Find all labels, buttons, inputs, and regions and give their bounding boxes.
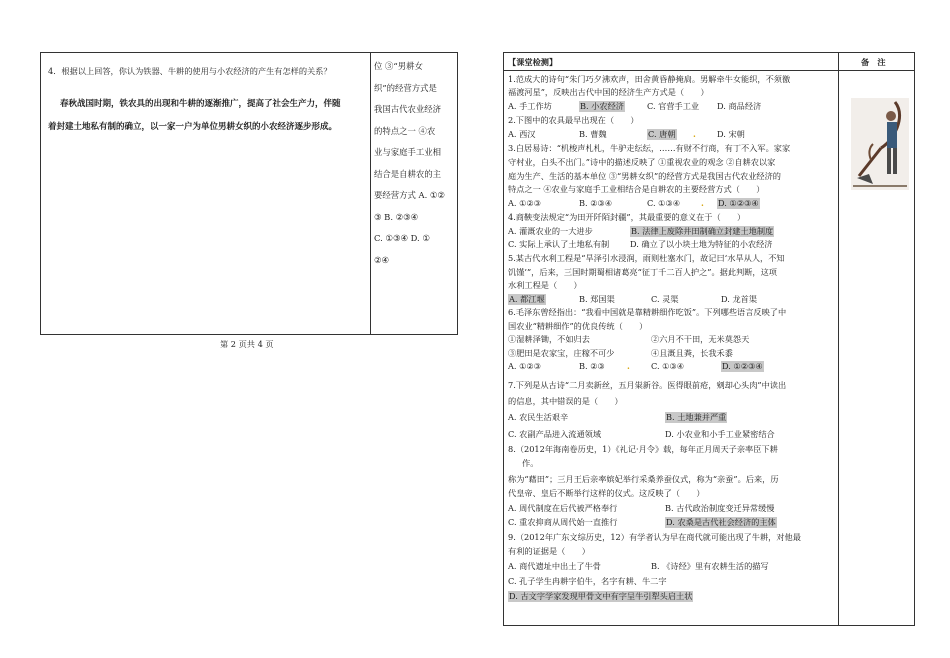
option-highlighted: D. ①②③④ (718, 198, 759, 208)
option: C. 孔子学生冉耕字伯牛，名字有耕、牛二字 (508, 576, 667, 586)
option: ①湿耕泽锄，不如归去 (508, 334, 590, 344)
answer-line-1: 春秋战国时期，铁农具的出现和牛耕的逐渐推广，提高了社会生产力，伴随 (60, 99, 341, 109)
text-line: 5.某古代水利工程是“旱泽引水浸润，雨则杜塞水门，故记曰‘水旱从人，不知 (508, 253, 785, 263)
option: B. 曹魏 (579, 129, 607, 139)
text-line: 8.（2012年海南卷历史，1）《礼记·月令》载，每年正月周天子亲率臣下耕 (508, 444, 778, 454)
option: A. 西汉 (508, 129, 536, 139)
option: B. 《诗经》里有农耕生活的描写 (651, 561, 769, 571)
question-4: 4．根据以上回答，你认为铁器、牛耕的使用与小农经济的产生有怎样的关系？ (48, 66, 332, 76)
left-column-divider (370, 52, 371, 335)
side-line: ③ B. ②③④ (374, 211, 419, 222)
option: D. 确立了以小块土地为特征的小农经济 (630, 239, 773, 249)
text-line: 1.范成大的诗句“朱门巧夕沸欢声，田舍黄昏静掩扃。男解牵牛女能织，不须徼 (508, 74, 791, 84)
text-line: 庭为生产、生活的基本单位 ③“男耕女织”的经营方式是我国古代农业经济的 (508, 171, 781, 181)
side-line: 织”的经营方式是 (374, 82, 437, 93)
option-highlighted: B. 法律上废除井田制确立封建土地制度 (631, 226, 774, 236)
option: D. 宋朝 (717, 129, 745, 139)
section-title: 【课堂检测】 (508, 57, 558, 67)
text-line: 2.下图中的农具最早出现在（ ） (508, 115, 639, 125)
plow-tool-image (851, 98, 909, 190)
option-highlighted: A. 都江堰 (509, 294, 545, 304)
option: C. ①③④ (651, 361, 685, 371)
header-underline (503, 70, 915, 71)
text-line: 水利工程是（ ） (508, 280, 582, 290)
option: A. 手工作坊 (508, 101, 552, 111)
side-line: 要经营方式 A. ①② (374, 190, 445, 200)
option: A. 周代制度在后代被严格奉行 (508, 503, 618, 513)
option: C. 官营手工业 (647, 101, 700, 111)
marker-dot: . (693, 129, 696, 139)
option: D. 商品经济 (717, 101, 762, 111)
side-line: 结合是自耕农的主 (374, 168, 441, 179)
text-line: 代皇帝、皇后不断举行这样的仪式。这反映了（ ） (508, 488, 705, 498)
option: C. 重农抑商从周代始一直推行 (508, 517, 618, 527)
option: B. ②③④ (579, 198, 613, 208)
text-line: 守村业，白头不出门。”诗中的描述反映了 ①重视农业的观念 ②自耕农以家 (508, 157, 776, 167)
side-line: C. ①③④ D. ① (374, 233, 430, 243)
option-highlighted: B. 土地兼并严重 (666, 412, 727, 422)
option: ③肥田是农家宝，庄稼不可少 (508, 348, 615, 358)
option: D. 小农业和小手工业紧密结合 (665, 429, 775, 439)
option: ②六月不干田，无米莫怨天 (651, 334, 750, 344)
side-line: 的特点之一 ④农 (374, 125, 436, 136)
option: ④且溉且粪，长我禾黍 (651, 348, 733, 358)
text-line: 称为“藉田”；三月王后亲率嫔妃举行采桑养蚕仪式，称为“亲蚕”。后来，历 (508, 474, 779, 484)
text-line: 4.商鞅变法规定“为田开阡陌封疆”，其最重要的意义在于（ ） (508, 212, 746, 222)
option-highlighted: D. ①②③④ (722, 361, 763, 371)
text-line: 有利的证据是（ ） (508, 546, 590, 556)
option: A. 农民生活艰辛 (508, 412, 569, 422)
text-line: 作。 (522, 458, 539, 468)
option: A. ①②③ (508, 198, 542, 208)
option-highlighted: B. 小农经济 (580, 101, 624, 111)
option: C. 实际上承认了土地私有制 (508, 239, 610, 249)
text-line: 9.（2012年广东文综历史，12）有学者认为早在商代就可能出现了牛耕，对他最 (508, 532, 801, 542)
option: C. 灵渠 (651, 294, 679, 304)
text-line: 福渡河星”，反映出古代中国的经济生产方式是（ ） (508, 87, 709, 97)
option: A. 商代遗址中出土了牛骨 (508, 561, 601, 571)
side-column (374, 56, 458, 271)
text-line: 6.毛泽东曾经指出：“我看中国就是靠精耕细作吃饭”。下列哪些语言反映了中 (508, 307, 787, 317)
option: D. 龙首渠 (721, 294, 758, 304)
option: A. ①②③ (508, 361, 542, 371)
text-line: 3.白居易诗：“机梭声札札，牛驴走纭纭，……有财不行商，有丁不入军。家家 (508, 143, 791, 153)
text-line: 的信息，其中错误的是（ ） (508, 396, 623, 406)
option: B. 郑国渠 (579, 294, 615, 304)
option-highlighted: D. 农桑是古代社会经济的主体 (666, 517, 776, 527)
option: C. 农副产品进入流通领域 (508, 429, 602, 439)
option: B. ②③ (579, 361, 605, 371)
text-line: 7.下列是从古诗“二月卖新丝，五月粜新谷。医得眼前疮，剜却心头肉”中读出 (508, 380, 787, 390)
marker-dot: . (701, 198, 704, 208)
option: B. 古代政治制度变迁异常缓慢 (665, 503, 775, 513)
notes-header: 备 注 (861, 57, 886, 67)
marker-dot: . (627, 361, 630, 371)
option-highlighted: C. 唐朝 (648, 129, 676, 139)
option-highlighted: D. 古文字学家发现甲骨文中有字呈牛引犁头启土状 (509, 591, 693, 601)
right-column-divider (838, 52, 839, 626)
side-line: 业与家庭手工业相 (374, 147, 441, 157)
side-line: 我国古代农业经济 (374, 104, 441, 114)
text-line: 饥馑’”，后来，三国时期蜀相诸葛亮“征丁千二百人护之”。据此判断，这项 (508, 267, 777, 277)
answer-line-2: 着封建土地私有制的确立，以一家一户为单位男耕女织的小农经济逐步形成。 (48, 122, 338, 132)
side-line: 位 ③“男耕女 (374, 61, 423, 71)
page-number: 第 2 页共 4 页 (220, 339, 274, 349)
option: A. 灌溉农业的一大进步 (508, 226, 593, 236)
option: C. ①③④ (647, 198, 681, 208)
side-line: ②④ (374, 254, 390, 265)
text-line: 特点之一 ④农业与家庭手工业相结合是自耕农的主要经营方式（ ） (508, 184, 765, 194)
text-line: 国农业“精耕细作”的优良传统（ ） (508, 321, 648, 331)
